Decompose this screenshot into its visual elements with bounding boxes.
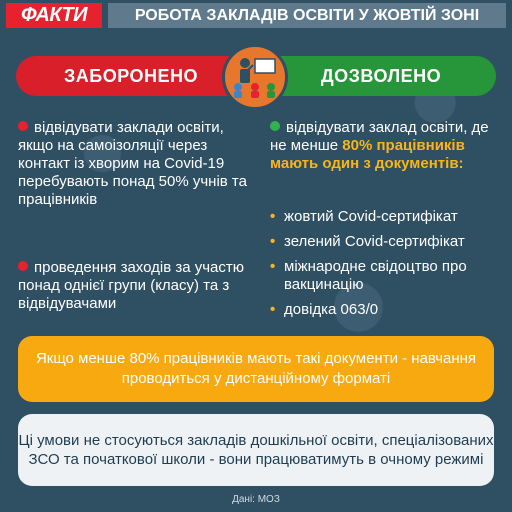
exception-text: Ці умови не стосуються закладів дошкільної освіти, спеціалізованих ЗСО та початкової школи - вони працюватимуть в очному режимі (18, 432, 494, 468)
list-item (270, 258, 506, 294)
brand-logo: ФАКТИ (6, 3, 102, 28)
bullet-icon: • (270, 301, 276, 318)
allowed-intro: відвідувати заклад освіти, де не менше (270, 119, 489, 154)
list-item (270, 208, 506, 226)
red-dot-icon (18, 261, 28, 271)
page-title: РОБОТА ЗАКЛАДІВ ОСВІТИ У ЖОВТІЙ ЗОНІ (108, 3, 506, 28)
notice-text: Якщо менше 80% працівників мають такі документи - навчання проводиться у дистанційному форматі (35, 350, 477, 387)
banned-item-2-text: проведення заходів за участю понад однієї групи (класу) та з відвідувачами (18, 259, 245, 312)
document-name: зелений Covid-сертифікат (284, 233, 465, 250)
banned-item-1 (18, 119, 250, 209)
red-dot-icon (18, 121, 28, 131)
distance-learning-notice (18, 336, 494, 402)
exception-notice (18, 414, 494, 486)
banned-label: ЗАБОРОНЕНО (16, 56, 246, 96)
allowed-label: ДОЗВОЛЕНО (266, 56, 496, 96)
source-caption: Дані: МОЗ (232, 494, 280, 505)
allowed-highlight: 80% працівників мають один з документів: (270, 137, 465, 172)
document-name: довідка 063/0 (284, 301, 379, 318)
document-name: міжнародне свідоцтво про вакцинацію (284, 258, 467, 293)
teacher-icon (222, 44, 288, 110)
documents-list (270, 208, 506, 326)
bullet-icon: • (270, 208, 276, 225)
green-dot-icon (270, 121, 280, 131)
header (0, 0, 512, 30)
banned-item-2 (18, 259, 250, 313)
bullet-icon: • (270, 258, 276, 275)
bullet-icon: • (270, 233, 276, 250)
list-item (270, 301, 506, 319)
document-name: жовтий Covid-сертифікат (284, 208, 458, 225)
list-item (270, 233, 506, 251)
banned-item-1-text: відвідувати заклади освіти, якщо на самоізоляції через контакт із хворим на Covid-19 перебувають понад 50% учнів та працівників (18, 119, 247, 208)
allowed-item (270, 119, 500, 173)
